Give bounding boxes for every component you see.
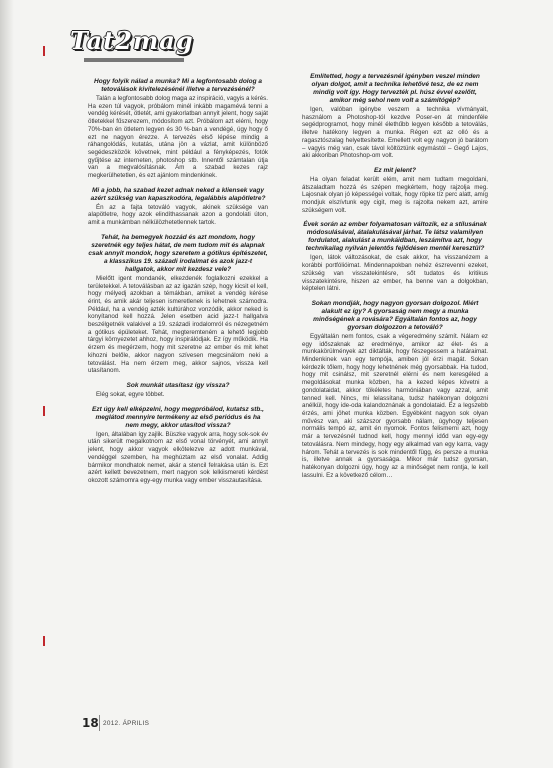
red-margin-mark xyxy=(43,46,45,56)
left-column xyxy=(88,78,268,492)
interview-question: Sok munkát utasítasz így vissza? xyxy=(126,381,230,389)
interview-answer: Igen, valóban igénybe veszem a technika vívmányait, használom a Photoshop-tól kezdve Poser-en át mindenféle segédprogramot, hogy minél élethűbb legyen később a tetoválás, illetve hatékony legyen a munka. Régen ezt az olló és a ragasztószalag helyettesítette. Emellett volt egy nagyon jó barátom – vagyis még van, csak távol költöztünk egymástól – Gegő Lajos, aki akkoriban Photoshop-om volt. xyxy=(302,106,488,160)
right-column xyxy=(302,73,488,486)
interview-question: Hogy folyik nálad a munka? Mi a legfontosabb dolog a tetoválások kivitelezésénél illetve a tervezésénél? xyxy=(94,78,262,93)
interview-block xyxy=(88,382,268,399)
logo-underline xyxy=(84,58,184,62)
interview-block xyxy=(302,73,488,160)
interview-question: Ezt úgy kell elképzelni, hogy megpróbálod, kutatsz stb., meglátod mennyire termékeny az első periódus és ha nem megy, akkor utasítod vissza? xyxy=(92,405,264,429)
interview-answer: Igen, általában így zajlik. Büszke vagyok arra, hogy sok-sok év után sikerült megalkotnom az első vonal törvényét, ami annyit jelent, hogy akkor vagyok elkötelezve az adott munkával, vendéggel szemben, ha meghúztam az első vonalat. Addig bármikor mondhatok nemet, akár a stencil felrakása után is. Ezt azért kellett bevezetnem, mert nagyon sok lelkiismereti kérdést okozott számomra egy-egy munka vagy ember visszautasítása. xyxy=(88,430,268,484)
interview-block xyxy=(88,78,268,180)
interview-block xyxy=(88,234,268,375)
interview-answer: Ha olyan feladat került elém, amit nem tudtam megoldani, átszaladtam hozzá és szépen megkértem, hogy rajzolja meg. Lajosnak olyan jó képességei voltak, hogy röpke tíz perc alatt, amíg mondjuk elszívtunk egy cigit, meg is rajzolta nekem azt, amire szükségem volt. xyxy=(302,175,488,214)
interview-answer: Én az a fajta tetováló vagyok, akinek szüksége van alapötletre, hogy azok elindíthassanak azon a gondolati úton, amit a munkámban nélkülözhetetlennek tartok. xyxy=(88,203,268,227)
interview-answer: Igen, látok változásokat, de csak akkor, ha visszanézem a korábbi portfólióimat. Mindennapokban nehéz észrevenni ezeket, szükség van visszatekintésre, sőt tudatos és kritikus visszatekintésre, hiszen az ember, ha benne van a dolgokban, képtelen látni. xyxy=(302,254,488,293)
red-margin-mark xyxy=(43,636,45,646)
page-number: 18 xyxy=(82,716,99,730)
interview-answer: Talán a legfontosabb dolog maga az inspiráció, vagyis a kérés. Ha ezen túl vagyok, próbálom minél inkább magamévá tenni a vendég kérését, ötletét, ami gyakorlatban annyit jelent, hogy saját ötletekkel fűszerezem, módosítom azt. Próbálom azt elérni, hogy 70%-ban én ötletem legyen és 30 %-ban a vendégé, úgy hogy ő ezt ne nagyon érezze. A tervezés első lépése mindig a ráhangolódás, kutatás, utána jön a vázlat, amit különböző segédeszközök követnek, mint például a fényképezés, fotók gyűjtése az interneten, photoshop stb. Innentől számtalan útja van a megvalósításnak. Ám a szabad kezes rajz megkerülhetetlen, és ezt ajánlom mindenkinek. xyxy=(88,95,268,180)
interview-block xyxy=(302,167,488,215)
interview-answer: Egyáltalán nem fontos, csak a végeredmény számít. Nálam ez egy időszaknak az eredménye, amikor az élet- és a munkakörülmények azt diktálták, hogy fészegessem a határaimat. Mindenkinek van egy tempója, amiben jól érzi magát. Sokan kérdezik tőlem, hogy hogy lehetnének még gyorsabbak. Ha tudod, hogy mit csinálsz, mit szeretnél elérni és nem keresgéled a megoldásokat munka közben, ha a kezed képes követni a gondolataidat, akkor tökéletes harmóniában vagy azzal, amit tenned kell. Nincs, mi lelassítana, tudsz hatékonyan dolgozni anélkül, hogy ide-oda kalandoznának a gondolataid. Ez a legszebb érzés, ami jöhet munka közben. Egyébként nagyon sok olyan művész van, aki százszor gyorsabb nálam, úgyhogy teljesen normális tempó az, amit én nyomok. Fontos felismerni azt, hogy már a tervezésnél tudnod kell, hogy mennyi időd van egy-egy tetoválásra. Nem mindegy, hogy egy alkalmad van egy karra, vagy három. Tehát a tervezés is sok mindentől függ, és persze a munka is, illetve annak a gyorsasága. Mikor már tudsz gyorsan, hatékonyan dolgozni úgy, hogy az a minőséget nem rontja, le kell lassulni. Ez a következő célom… xyxy=(302,332,488,479)
interview-question: Mi a jobb, ha szabad kezet adnak neked a kliensek vagy azért szükség van kapaszkodóra, legalábbis alapötletre? xyxy=(90,186,266,202)
interview-answer: Mielőtt igent mondanék, elkezdenék foglalkozni ezekkel a területekkel. A tetoválásban az az igazán szép, hogy kicsit el kell, hogy mélyedj azokban a témákban, amiket a vendég kérése érint, és amik akár teljesen ismeretlenek is lehetnek számodra. Például, ha a vendég azték kultúrához vonzódik, akkor neked is konyítanod kell hozzá. Jelen esetben acid jazz-t hallgatva beszélgetnék valakivel a 19. századi irodalomról és nézegetném a gótikus épületeket. Tehát, megteremteném a lehető legjobb tárgyi környezetet ahhoz, hogy inspirálódjak. Ez így működik. Ha érzem és megérzem, hogy mit szeretne az ember és mit lehet kihozni belőle, akkor nagyon szívesen megcsinálom neki a tetoválást. Ha nem érzem meg, akkor sajnos, vissza kell utasítanom. xyxy=(88,274,268,375)
interview-question: Ez mit jelent? xyxy=(374,166,416,174)
interview-question: Említetted, hogy a tervezésnél igényben veszel minden olyan dolgot, amit a technika lehetővé tesz, de ez nem mindig volt így. Hogy tervezték pl. húsz évvel ezelőtt, amikor még sehol nem volt a számítógép? xyxy=(310,73,480,104)
interview-question: Tehát, ha bemegyek hozzád és azt mondom, hogy szeretnék egy teljes hátat, de nem tudom mit és alapnak csak annyit mondok, hogy szeretem a gótikus építészetet, a klasszikus 19. századi irodalmat és azok jazz-t hallgatok, akkor mit kezdesz vele? xyxy=(88,233,268,273)
footer-divider xyxy=(99,715,100,731)
binding-shadow xyxy=(0,0,14,768)
interview-answer: Elég sokat, egyre többet. xyxy=(96,390,165,398)
issue-date: 2012. ÁPRILIS xyxy=(103,720,150,727)
interview-question: Sokan mondják, hogy nagyon gyorsan dolgozol. Miért alakult ez így? A gyorsaság nem megy a munka minőségének a rovására? Egyáltalán fontos az, hogy gyorsan dolgozzon a tetováló? xyxy=(311,299,479,331)
interview-block xyxy=(302,221,488,293)
interview-question: Évek során az ember folyamatosan változik, ez a stílusának módosulásával, átalakulásával járhat. Te látsz valamilyen fordulatot, alakulást a munkáidban, leszámítva azt, hogy technikailag nyilván jelentős fejlődésen mentél keresztül? xyxy=(303,221,487,253)
interview-block xyxy=(88,187,268,227)
magazine-logo: Tat2mag xyxy=(70,26,194,55)
red-margin-mark xyxy=(43,406,45,416)
interview-block xyxy=(88,406,268,485)
interview-block xyxy=(302,300,488,479)
